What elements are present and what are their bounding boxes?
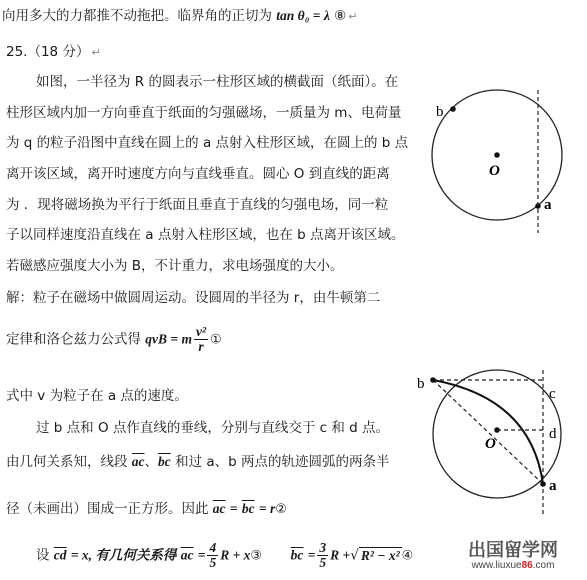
point-b xyxy=(430,377,436,383)
solution-line-4: 过 b 点和 O 点作直线的垂线，分别与直线交于 c 和 d 点。 xyxy=(36,420,390,436)
equation-1-fraction: $\frac{\text{v²}}{r}$ xyxy=(196,324,207,354)
point-a xyxy=(540,481,546,487)
problem-line: 柱形区域内加一方向垂直于纸面的匀强磁场，一质量为 m、电荷量 xyxy=(6,105,402,121)
center-point xyxy=(494,427,500,433)
problem-line: 为 q 的粒子沿图中直线在圆上的 a 点射入柱形区域，在圆上的 b 点 xyxy=(6,135,409,151)
watermark-url: www.liuxue86.com xyxy=(471,560,555,571)
problem-line: 如图，一半径为 R 的圆表示一柱形区域的横截面（纸面）。在 xyxy=(36,74,399,90)
problem-line: 子以同样速度沿直线在 a 点射入柱形区域，也在 b 点离开该区域。 xyxy=(6,227,405,243)
center-point xyxy=(494,152,500,158)
label-b: b xyxy=(436,104,444,120)
point-b xyxy=(450,106,456,112)
solution-line-3: 式中 v 为粒子在 a 点的速度。 xyxy=(6,388,188,404)
label-b: b xyxy=(417,376,425,392)
solution-line-2: 定律和洛仑兹力公式得 qvB = m $\frac{\text{v²}}{r}$ ① xyxy=(6,324,222,354)
segment-ba xyxy=(433,380,543,484)
label-d: d xyxy=(549,426,557,442)
solution-line-1: 解：粒子在磁场中做圆周运动。设圆周的半径为 r，由牛顿第二 xyxy=(6,290,381,306)
solution-line-6: 径（未画出）围成一正方形。因此 $\overline{ac} = \overline{bc}$ = r② xyxy=(6,501,287,517)
text-line-1: 向用多大的力都推不动拖把。临界角的正切为 tan θ₀ = λ ⑧ ↵ xyxy=(2,8,358,24)
point-a xyxy=(535,203,541,209)
problem-line: 若磁感应强度大小为 B，不计重力，求电场强度的大小。 xyxy=(6,258,344,274)
label-o: O xyxy=(489,163,500,179)
problem-line: 离开该区域，离开时速度方向与直线垂直。圆心 O 到直线的距离 xyxy=(6,166,390,182)
figure-2-geometry-diagram xyxy=(413,368,583,518)
critical-angle-formula: tan θ₀ = λ xyxy=(276,8,330,23)
label-o: O xyxy=(485,436,496,452)
equation-1-lhs: qvB = m xyxy=(145,331,192,347)
label-a: a xyxy=(544,197,552,213)
solution-line-5: 由几何关系知，线段 $\overline{ac}$、$\overline{bc}$ 和过 a、b 两点的轨迹圆弧的两条半 xyxy=(6,454,390,470)
problem-line: 为 ．现将磁场换为平行于纸面且垂直于直线的匀强电场，同一粒 xyxy=(6,197,389,213)
problem-number: 25.（18 分） ↵ xyxy=(6,44,101,60)
solution-line-7: 设 $\overline{cd} = x$, 有几何关系得 $\overline{ac}$ = $\frac{4}{5}$ R + x③ $\overline{bc}$ = $\frac{3}{5}$ R +√ R² − x² ④ xyxy=(36,540,414,570)
label-a: a xyxy=(549,478,557,494)
figure-1-circle-diagram xyxy=(428,85,578,235)
label-c: c xyxy=(549,386,556,402)
watermark-logo: 出国留学网 www.liuxue86.com xyxy=(468,540,558,571)
